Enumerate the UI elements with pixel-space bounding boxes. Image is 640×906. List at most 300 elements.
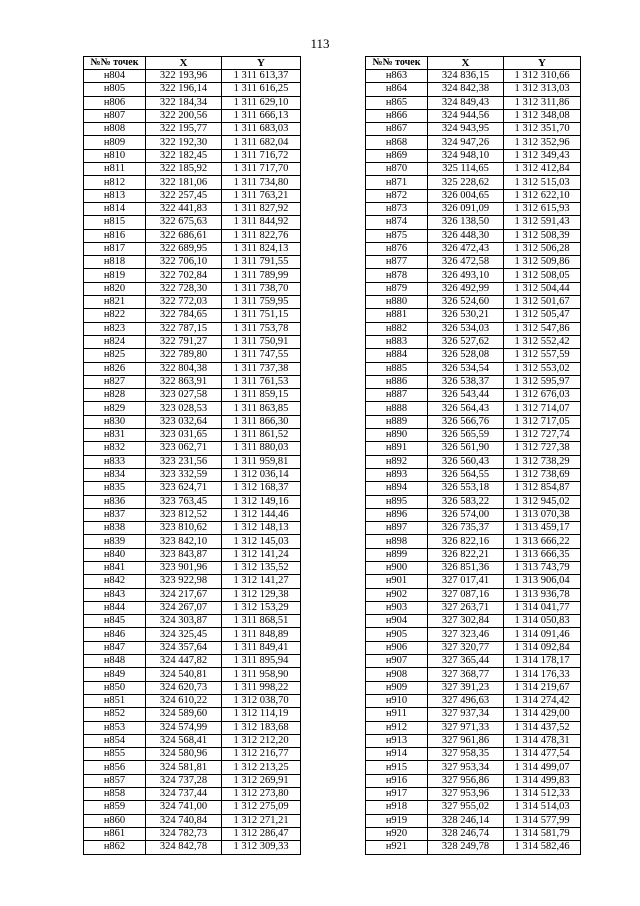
cell-point-number: н844 xyxy=(84,601,146,614)
cell-y: 1 312 591,43 xyxy=(504,216,581,229)
cell-y: 1 311 737,38 xyxy=(222,362,301,375)
cell-point-number: н902 xyxy=(366,588,428,601)
table-row xyxy=(366,801,581,814)
cell-y: 1 314 581,79 xyxy=(504,827,581,840)
cell-x: 323 763,45 xyxy=(146,495,222,508)
cell-x: 322 192,30 xyxy=(146,136,222,149)
cell-point-number: н888 xyxy=(366,402,428,415)
cell-x: 322 689,95 xyxy=(146,242,222,255)
cell-x: 326 091,09 xyxy=(428,202,504,215)
cell-point-number: н873 xyxy=(366,202,428,215)
cell-x: 322 702,84 xyxy=(146,269,222,282)
table-row xyxy=(366,708,581,721)
cell-x: 326 528,08 xyxy=(428,349,504,362)
cell-y: 1 311 716,72 xyxy=(222,149,301,162)
cell-x: 322 182,45 xyxy=(146,149,222,162)
cell-y: 1 312 505,47 xyxy=(504,309,581,322)
table-row xyxy=(84,561,301,574)
cell-x: 326 538,37 xyxy=(428,375,504,388)
table-row xyxy=(366,548,581,561)
cell-y: 1 314 041,77 xyxy=(504,601,581,614)
cell-y: 1 314 478,31 xyxy=(504,734,581,747)
cell-point-number: н807 xyxy=(84,109,146,122)
cell-x: 327 017,41 xyxy=(428,575,504,588)
table-row xyxy=(366,482,581,495)
table-row xyxy=(84,548,301,561)
cell-x: 324 842,78 xyxy=(146,841,222,854)
cell-y: 1 314 477,54 xyxy=(504,748,581,761)
table-row xyxy=(84,309,301,322)
cell-point-number: н906 xyxy=(366,641,428,654)
cell-point-number: н896 xyxy=(366,508,428,521)
cell-y: 1 312 727,38 xyxy=(504,442,581,455)
cell-point-number: н872 xyxy=(366,189,428,202)
cell-x: 327 496,63 xyxy=(428,694,504,707)
cell-y: 1 311 751,15 xyxy=(222,309,301,322)
cell-point-number: н911 xyxy=(366,708,428,721)
cell-point-number: н852 xyxy=(84,708,146,721)
cell-x: 323 843,87 xyxy=(146,548,222,561)
cell-x: 323 332,59 xyxy=(146,468,222,481)
cell-x: 322 181,06 xyxy=(146,176,222,189)
cell-point-number: н822 xyxy=(84,309,146,322)
cell-point-number: н864 xyxy=(366,83,428,96)
cell-point-number: н825 xyxy=(84,349,146,362)
cell-x: 325 228,62 xyxy=(428,176,504,189)
cell-x: 326 574,00 xyxy=(428,508,504,521)
cell-point-number: н909 xyxy=(366,681,428,694)
cell-y: 1 314 178,17 xyxy=(504,655,581,668)
table-row xyxy=(366,694,581,707)
cell-x: 323 031,65 xyxy=(146,429,222,442)
table-row xyxy=(366,455,581,468)
table-row xyxy=(366,176,581,189)
cell-point-number: н804 xyxy=(84,70,146,83)
cell-x: 324 737,28 xyxy=(146,774,222,787)
cell-x: 324 620,73 xyxy=(146,681,222,694)
cell-point-number: н910 xyxy=(366,694,428,707)
table-body-right xyxy=(366,70,581,855)
cell-point-number: н824 xyxy=(84,335,146,348)
cell-point-number: н903 xyxy=(366,601,428,614)
cell-x: 327 953,96 xyxy=(428,788,504,801)
cell-x: 327 320,77 xyxy=(428,641,504,654)
cell-y: 1 312 168,37 xyxy=(222,482,301,495)
cell-point-number: н827 xyxy=(84,375,146,388)
cell-x: 327 087,16 xyxy=(428,588,504,601)
cell-x: 326 583,22 xyxy=(428,495,504,508)
table-row xyxy=(366,362,581,375)
cell-y: 1 312 509,86 xyxy=(504,256,581,269)
cell-x: 322 184,34 xyxy=(146,96,222,109)
table-row xyxy=(366,681,581,694)
table-row xyxy=(84,814,301,827)
table-row xyxy=(366,70,581,83)
cell-x: 322 257,45 xyxy=(146,189,222,202)
cell-y: 1 312 148,13 xyxy=(222,522,301,535)
cell-point-number: н833 xyxy=(84,455,146,468)
cell-x: 324 948,10 xyxy=(428,149,504,162)
cell-x: 322 789,80 xyxy=(146,349,222,362)
cell-x: 326 492,99 xyxy=(428,282,504,295)
cell-x: 326 560,43 xyxy=(428,455,504,468)
cell-y: 1 312 501,67 xyxy=(504,296,581,309)
cell-point-number: н830 xyxy=(84,415,146,428)
cell-y: 1 312 183,68 xyxy=(222,721,301,734)
cell-y: 1 311 682,04 xyxy=(222,136,301,149)
cell-y: 1 312 275,09 xyxy=(222,801,301,814)
cell-point-number: н818 xyxy=(84,256,146,269)
cell-point-number: н899 xyxy=(366,548,428,561)
table-row xyxy=(84,628,301,641)
cell-x: 322 196,14 xyxy=(146,83,222,96)
cell-point-number: н839 xyxy=(84,535,146,548)
cell-y: 1 312 508,39 xyxy=(504,229,581,242)
cell-point-number: н915 xyxy=(366,761,428,774)
table-row xyxy=(84,189,301,202)
cell-y: 1 312 552,42 xyxy=(504,335,581,348)
cell-point-number: н862 xyxy=(84,841,146,854)
table-row xyxy=(366,109,581,122)
cell-point-number: н921 xyxy=(366,841,428,854)
cell-x: 326 561,90 xyxy=(428,442,504,455)
table-row xyxy=(84,748,301,761)
cell-y: 1 312 286,47 xyxy=(222,827,301,840)
table-row xyxy=(84,774,301,787)
cell-y: 1 312 553,02 xyxy=(504,362,581,375)
table-row xyxy=(366,748,581,761)
cell-y: 1 311 613,37 xyxy=(222,70,301,83)
cell-point-number: н901 xyxy=(366,575,428,588)
cell-x: 326 822,16 xyxy=(428,535,504,548)
cell-y: 1 314 499,83 xyxy=(504,774,581,787)
table-row xyxy=(366,522,581,535)
cell-x: 326 472,58 xyxy=(428,256,504,269)
cell-x: 322 686,61 xyxy=(146,229,222,242)
cell-point-number: н857 xyxy=(84,774,146,787)
cell-point-number: н835 xyxy=(84,482,146,495)
table-row xyxy=(366,216,581,229)
cell-y: 1 313 666,22 xyxy=(504,535,581,548)
cell-x: 326 004,65 xyxy=(428,189,504,202)
table-row xyxy=(366,349,581,362)
cell-point-number: н874 xyxy=(366,216,428,229)
cell-x: 324 589,60 xyxy=(146,708,222,721)
cell-y: 1 312 351,70 xyxy=(504,123,581,136)
cell-point-number: н858 xyxy=(84,788,146,801)
table-row xyxy=(84,296,301,309)
table-row xyxy=(366,788,581,801)
cell-y: 1 312 508,05 xyxy=(504,269,581,282)
cell-x: 324 447,82 xyxy=(146,655,222,668)
cell-y: 1 312 352,96 xyxy=(504,136,581,149)
cell-x: 324 610,22 xyxy=(146,694,222,707)
table-row xyxy=(84,202,301,215)
cell-point-number: н887 xyxy=(366,389,428,402)
cell-y: 1 311 789,99 xyxy=(222,269,301,282)
table-row xyxy=(84,216,301,229)
table-row xyxy=(84,601,301,614)
cell-y: 1 312 313,03 xyxy=(504,83,581,96)
table-row xyxy=(366,282,581,295)
cell-y: 1 312 216,77 xyxy=(222,748,301,761)
cell-point-number: н809 xyxy=(84,136,146,149)
cell-y: 1 313 906,04 xyxy=(504,575,581,588)
cell-y: 1 312 153,29 xyxy=(222,601,301,614)
table-row xyxy=(366,189,581,202)
table-row xyxy=(84,375,301,388)
cell-y: 1 312 506,28 xyxy=(504,242,581,255)
cell-x: 323 624,71 xyxy=(146,482,222,495)
cell-x: 324 325,45 xyxy=(146,628,222,641)
cell-y: 1 312 945,02 xyxy=(504,495,581,508)
table-row xyxy=(84,761,301,774)
cell-x: 327 323,46 xyxy=(428,628,504,641)
cell-point-number: н878 xyxy=(366,269,428,282)
table-row xyxy=(366,402,581,415)
coordinates-table-left xyxy=(83,56,301,855)
cell-point-number: н886 xyxy=(366,375,428,388)
cell-y: 1 312 129,38 xyxy=(222,588,301,601)
cell-x: 324 267,07 xyxy=(146,601,222,614)
cell-point-number: н820 xyxy=(84,282,146,295)
table-row xyxy=(366,827,581,840)
table-row xyxy=(84,694,301,707)
cell-x: 324 740,84 xyxy=(146,814,222,827)
cell-x: 322 195,77 xyxy=(146,123,222,136)
cell-x: 326 493,10 xyxy=(428,269,504,282)
table-row xyxy=(84,269,301,282)
cell-y: 1 311 868,51 xyxy=(222,615,301,628)
table-row xyxy=(84,282,301,295)
cell-x: 323 062,71 xyxy=(146,442,222,455)
table-row xyxy=(366,163,581,176)
table-row xyxy=(84,109,301,122)
cell-y: 1 311 849,41 xyxy=(222,641,301,654)
cell-point-number: н814 xyxy=(84,202,146,215)
table-row xyxy=(366,734,581,747)
cell-x: 324 944,56 xyxy=(428,109,504,122)
table-row xyxy=(84,641,301,654)
cell-y: 1 311 747,55 xyxy=(222,349,301,362)
table-row xyxy=(84,655,301,668)
cell-x: 326 527,62 xyxy=(428,335,504,348)
cell-point-number: н811 xyxy=(84,163,146,176)
cell-x: 327 391,23 xyxy=(428,681,504,694)
cell-x: 322 728,30 xyxy=(146,282,222,295)
cell-point-number: н877 xyxy=(366,256,428,269)
cell-y: 1 311 759,95 xyxy=(222,296,301,309)
cell-point-number: н815 xyxy=(84,216,146,229)
cell-point-number: н847 xyxy=(84,641,146,654)
table-row xyxy=(366,375,581,388)
header-point-number: №№ точек xyxy=(84,57,146,70)
cell-y: 1 312 036,14 xyxy=(222,468,301,481)
table-row xyxy=(84,70,301,83)
cell-point-number: н892 xyxy=(366,455,428,468)
table-row xyxy=(84,389,301,402)
table-row xyxy=(84,841,301,854)
table-row xyxy=(366,322,581,335)
cell-y: 1 314 092,84 xyxy=(504,641,581,654)
cell-y: 1 312 547,86 xyxy=(504,322,581,335)
table-row xyxy=(366,668,581,681)
cell-x: 326 565,59 xyxy=(428,429,504,442)
cell-point-number: н812 xyxy=(84,176,146,189)
cell-point-number: н831 xyxy=(84,429,146,442)
table-row xyxy=(84,96,301,109)
cell-point-number: н879 xyxy=(366,282,428,295)
cell-x: 327 937,34 xyxy=(428,708,504,721)
cell-y: 1 312 854,87 xyxy=(504,482,581,495)
cell-point-number: н842 xyxy=(84,575,146,588)
cell-y: 1 311 848,89 xyxy=(222,628,301,641)
cell-point-number: н865 xyxy=(366,96,428,109)
table-row xyxy=(366,615,581,628)
cell-y: 1 312 273,80 xyxy=(222,788,301,801)
cell-y: 1 313 666,35 xyxy=(504,548,581,561)
cell-point-number: н885 xyxy=(366,362,428,375)
cell-x: 324 357,64 xyxy=(146,641,222,654)
table-row xyxy=(366,655,581,668)
cell-point-number: н819 xyxy=(84,269,146,282)
cell-y: 1 312 038,70 xyxy=(222,694,301,707)
cell-y: 1 312 144,46 xyxy=(222,508,301,521)
page-number: 113 xyxy=(310,36,330,51)
table-row xyxy=(366,575,581,588)
cell-point-number: н916 xyxy=(366,774,428,787)
cell-x: 326 534,54 xyxy=(428,362,504,375)
cell-point-number: н914 xyxy=(366,748,428,761)
cell-x: 328 246,14 xyxy=(428,814,504,827)
cell-x: 322 675,63 xyxy=(146,216,222,229)
header-x: X xyxy=(428,57,504,70)
table-row xyxy=(84,349,301,362)
cell-point-number: н912 xyxy=(366,721,428,734)
cell-y: 1 312 269,91 xyxy=(222,774,301,787)
cell-y: 1 311 958,90 xyxy=(222,668,301,681)
cell-point-number: н805 xyxy=(84,83,146,96)
cell-x: 324 580,96 xyxy=(146,748,222,761)
cell-point-number: н889 xyxy=(366,415,428,428)
cell-point-number: н890 xyxy=(366,429,428,442)
table-row xyxy=(84,522,301,535)
cell-x: 328 249,78 xyxy=(428,841,504,854)
cell-point-number: н882 xyxy=(366,322,428,335)
cell-point-number: н919 xyxy=(366,814,428,827)
cell-point-number: н861 xyxy=(84,827,146,840)
cell-x: 322 185,92 xyxy=(146,163,222,176)
cell-y: 1 314 274,42 xyxy=(504,694,581,707)
cell-point-number: н895 xyxy=(366,495,428,508)
cell-y: 1 311 822,76 xyxy=(222,229,301,242)
table-row xyxy=(366,149,581,162)
cell-y: 1 313 743,79 xyxy=(504,561,581,574)
cell-y: 1 311 616,25 xyxy=(222,83,301,96)
cell-y: 1 312 141,27 xyxy=(222,575,301,588)
cell-x: 326 851,36 xyxy=(428,561,504,574)
table-row xyxy=(84,588,301,601)
table-row xyxy=(366,721,581,734)
cell-y: 1 311 859,15 xyxy=(222,389,301,402)
cell-y: 1 313 459,17 xyxy=(504,522,581,535)
cell-x: 327 302,84 xyxy=(428,615,504,628)
cell-y: 1 312 412,84 xyxy=(504,163,581,176)
cell-x: 323 032,64 xyxy=(146,415,222,428)
cell-point-number: н907 xyxy=(366,655,428,668)
table-row xyxy=(366,535,581,548)
table-row xyxy=(84,734,301,747)
cell-x: 326 564,43 xyxy=(428,402,504,415)
cell-point-number: н853 xyxy=(84,721,146,734)
table-row xyxy=(366,601,581,614)
cell-y: 1 312 717,05 xyxy=(504,415,581,428)
cell-point-number: н836 xyxy=(84,495,146,508)
cell-point-number: н806 xyxy=(84,96,146,109)
cell-y: 1 312 149,16 xyxy=(222,495,301,508)
cell-y: 1 311 629,10 xyxy=(222,96,301,109)
cell-x: 324 217,67 xyxy=(146,588,222,601)
cell-y: 1 314 219,67 xyxy=(504,681,581,694)
table-header-row xyxy=(366,57,581,70)
cell-y: 1 311 753,78 xyxy=(222,322,301,335)
cell-x: 328 246,74 xyxy=(428,827,504,840)
cell-point-number: н894 xyxy=(366,482,428,495)
table-row xyxy=(84,256,301,269)
table-row xyxy=(84,468,301,481)
cell-point-number: н840 xyxy=(84,548,146,561)
table-row xyxy=(84,415,301,428)
table-row xyxy=(366,202,581,215)
cell-x: 327 958,35 xyxy=(428,748,504,761)
cell-y: 1 314 577,99 xyxy=(504,814,581,827)
table-row xyxy=(84,575,301,588)
cell-x: 326 564,55 xyxy=(428,468,504,481)
cell-point-number: н846 xyxy=(84,628,146,641)
cell-y: 1 312 349,43 xyxy=(504,149,581,162)
table-row xyxy=(366,83,581,96)
table-row xyxy=(84,83,301,96)
header-y: Y xyxy=(222,57,301,70)
cell-point-number: н855 xyxy=(84,748,146,761)
cell-point-number: н893 xyxy=(366,468,428,481)
cell-x: 324 842,38 xyxy=(428,83,504,96)
cell-point-number: н826 xyxy=(84,362,146,375)
cell-x: 323 812,52 xyxy=(146,508,222,521)
table-row xyxy=(366,256,581,269)
cell-y: 1 314 512,33 xyxy=(504,788,581,801)
cell-point-number: н849 xyxy=(84,668,146,681)
cell-point-number: н913 xyxy=(366,734,428,747)
cell-y: 1 312 515,03 xyxy=(504,176,581,189)
cell-x: 322 200,56 xyxy=(146,109,222,122)
cell-y: 1 312 714,07 xyxy=(504,402,581,415)
cell-point-number: н883 xyxy=(366,335,428,348)
cell-point-number: н859 xyxy=(84,801,146,814)
cell-point-number: н869 xyxy=(366,149,428,162)
cell-point-number: н856 xyxy=(84,761,146,774)
table-row xyxy=(366,136,581,149)
cell-point-number: н813 xyxy=(84,189,146,202)
cell-point-number: н868 xyxy=(366,136,428,149)
table-row xyxy=(366,774,581,787)
cell-y: 1 311 866,30 xyxy=(222,415,301,428)
cell-y: 1 314 514,03 xyxy=(504,801,581,814)
cell-point-number: н920 xyxy=(366,827,428,840)
cell-y: 1 311 998,22 xyxy=(222,681,301,694)
table-row xyxy=(366,841,581,854)
table-row xyxy=(84,681,301,694)
